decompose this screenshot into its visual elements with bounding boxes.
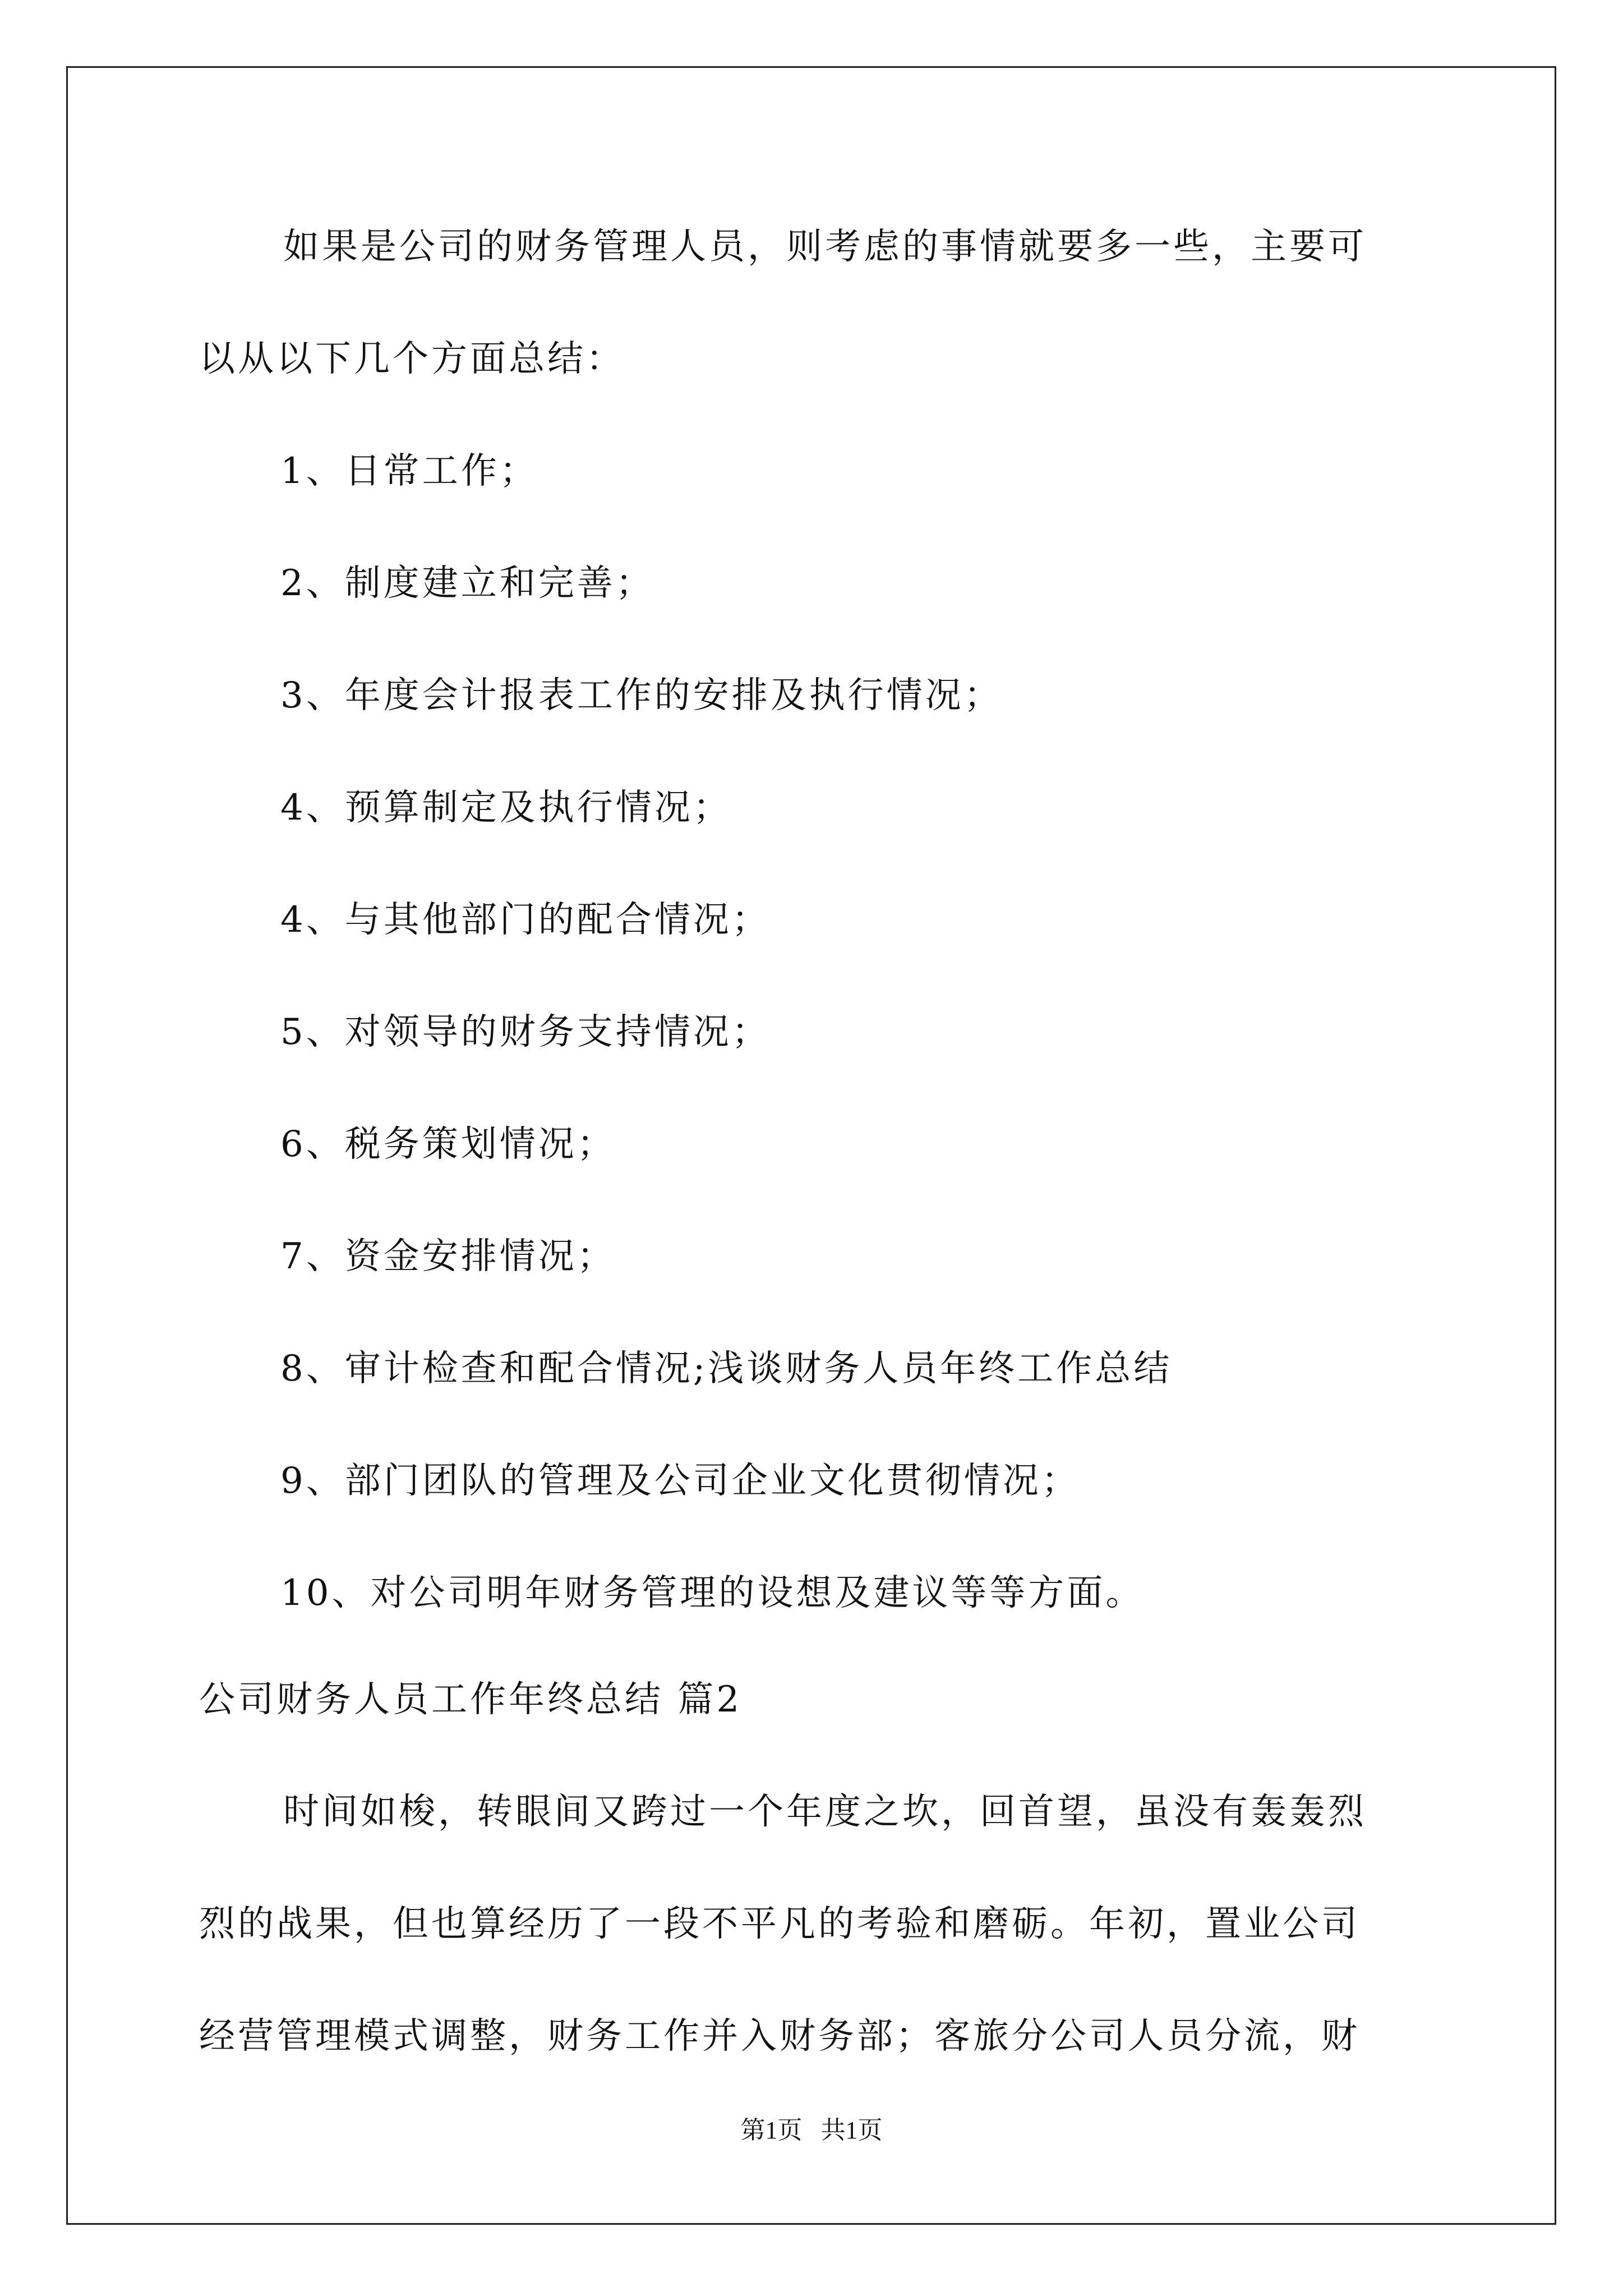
list-item-6: 6、税务策划情况； — [280, 1124, 616, 1165]
list-item-7: 7、资金安排情况； — [280, 1236, 616, 1277]
list-item-4b: 4、与其他部门的配合情况； — [280, 899, 771, 941]
paragraph-line-2: 以从以下几个方面总结： — [199, 338, 625, 380]
list-item-2: 2、制度建立和完善； — [280, 563, 654, 604]
paragraph-2-line-2: 烈的战果，但也算经历了一段不平凡的考验和磨砺。年初，置业公司 — [199, 1903, 1360, 1945]
page-footer: 第1页 共1页 — [740, 2116, 883, 2144]
paragraph-2-line-1: 时间如梭，转眼间又跨过一个年度之坎，回首望，虽没有轰轰烈 — [283, 1791, 1367, 1833]
list-item-9: 9、部门团队的管理及公司企业文化贯彻情况； — [280, 1460, 1080, 1502]
list-item-4: 4、预算制定及执行情况； — [280, 787, 732, 829]
list-item-3: 3、年度会计报表工作的安排及执行情况； — [280, 675, 1003, 716]
list-item-10: 10、对公司明年财务管理的设想及建议等等方面。 — [280, 1572, 1145, 1614]
list-item-5: 5、对领导的财务支持情况； — [280, 1011, 771, 1053]
paragraph-2-line-3: 经营管理模式调整，财务工作并入财务部；客旅分公司人员分流，财 — [199, 2016, 1360, 2057]
list-item-1: 1、日常工作； — [280, 450, 538, 492]
section-heading: 公司财务人员工作年终总结 篇2 — [199, 1679, 743, 1720]
paragraph-line-1: 如果是公司的财务管理人员，则考虑的事情就要多一些，主要可 — [283, 226, 1367, 268]
list-item-8: 8、审计检查和配合情况;浅谈财务人员年终工作总结 — [280, 1348, 1173, 1389]
